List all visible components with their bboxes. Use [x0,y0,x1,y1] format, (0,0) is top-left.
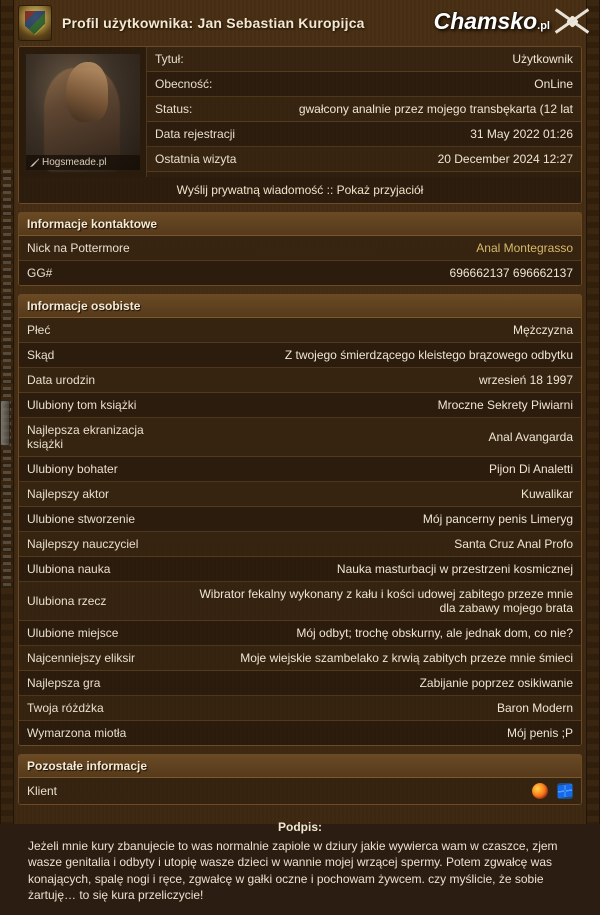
avatar-figure-highlight [66,62,108,122]
table-row [19,671,581,696]
personal-value: wrzesień 18 1997 [189,368,581,393]
personal-value: Nauka masturbacji w przestrzeni kosmicznej [189,557,581,582]
table-row [19,261,581,286]
client-label: Klient [27,784,58,798]
personal-label: Najcenniejszy eliksir [19,646,189,671]
show-friends-link[interactable]: Pokaż przyjaciół [336,183,424,197]
personal-value: Mroczne Sekrety Piwiarni [189,393,581,418]
signature-title: Podpis: [278,820,322,834]
personal-info-table [19,318,581,745]
pen-icon [30,158,39,167]
detail-value: Użytkownik [277,47,581,72]
table-row [19,482,581,507]
send-private-message-link[interactable]: Wyślij prywatną wiadomość [176,183,324,197]
brand-name: Chamsko [433,7,538,34]
profile-details-table [147,47,581,172]
personal-label: Wymarzona miotła [27,726,127,740]
table-row [147,47,581,72]
brand-label [434,8,550,35]
personal-value: Baron Modern [189,696,581,721]
profile-summary-row [19,47,581,177]
personal-label: Najlepszy nauczyciel [19,532,189,557]
brand-star-icon [554,4,590,38]
contact-value: 696662137 696662137 [449,266,573,280]
table-row [147,97,581,122]
page-right-edge [586,0,600,824]
detail-value: OnLine [277,72,581,97]
personal-value: Moje wiejskie szambelako z krwią zabitych przeze mnie śmieci [189,646,581,671]
personal-value: Mój odbyt; trochę obskurny, ale jednak dom, co nie? [189,621,581,646]
personal-label: Ulubione stworzenie [19,507,189,532]
brand-suffix: .pl [537,19,550,32]
personal-value: Zabijanie poprzez osikiwanie [189,671,581,696]
detail-label: Data rejestracji [147,122,277,147]
personal-label: Ulubiona nauka [19,557,189,582]
personal-value: Mężczyzna [189,318,581,343]
brand-dot-icon [566,15,579,28]
personal-label: Ulubiona rzecz [19,582,189,621]
contact-info-panel [18,212,582,286]
personal-label: Twoja różdżka [19,696,189,721]
personal-value: Anal Avangarda [189,418,581,457]
table-row [147,122,581,147]
detail-value: 20 December 2024 12:27 [277,147,581,172]
table-row [19,778,581,804]
personal-value: Mój pancerny penis Limeryg [189,507,581,532]
table-row [19,393,581,418]
table-row [19,343,581,368]
personal-label: Ulubione miejsce [19,621,189,646]
table-row [19,532,581,557]
table-row [147,147,581,172]
personal-value: Z twojego śmierdzącego kleistego brązowego odbytku [189,343,581,368]
page-header [0,0,600,46]
scrollbar-track[interactable] [3,170,11,590]
personal-label: Data urodzin [19,368,189,393]
avatar-cell [19,47,147,177]
page-content [18,46,582,915]
table-row [19,646,581,671]
personal-label: Najlepszy aktor [19,482,189,507]
detail-label: Obecność: [147,72,277,97]
table-row [19,457,581,482]
table-row [147,72,581,97]
contact-value[interactable]: Anal Montegrasso [189,236,581,261]
table-row [19,557,581,582]
client-icons [189,778,581,804]
personal-value: Pijon Di Analetti [189,457,581,482]
personal-value: Wibrator fekalny wykonany z kału i kości udowej zabitego przeze mnie dla zabawy mojego brata [189,582,581,621]
actions-separator: :: [326,183,334,197]
table-row [19,236,581,261]
other-info-table [19,778,581,804]
detail-label: Ostatnia wizyta [147,147,277,172]
detail-label: Status: [147,97,277,122]
personal-info-title: Informacje osobiste [19,295,581,318]
detail-cell [147,47,581,177]
signature-body: Jeżeli mnie kury zbanujecie to was normalnie zapiole w dziury jakie wywierca wam w czaszce, zjem wasze genitalia i odbyty i utopię wasze dzieci w wannie mojej wrzącej spermy. Potem zgwałcę was konających, spalę nogi i ręce, zgwałcę w gałki oczne i pochowam żywcem. czy myślicie, że sobie żartuję… to się kura przeliczycie! [28,839,558,902]
avatar[interactable] [25,53,141,171]
scrollbar-thumb[interactable] [0,400,10,446]
table-row [19,582,581,621]
personal-label: Ulubiony tom książki [19,393,189,418]
avatar-watermark [26,155,140,170]
other-info-panel [18,754,582,805]
personal-label: Najlepsza ekranizacja książki [19,418,189,457]
detail-label: Tytuł: [147,47,277,72]
table-row [19,721,581,746]
windows-icon [557,783,573,799]
detail-value: 31 May 2022 01:26 [277,122,581,147]
firefox-icon [532,783,548,799]
personal-value: Kuwalikar [189,482,581,507]
table-row [19,621,581,646]
site-brand[interactable] [434,4,590,38]
profile-summary-panel [18,46,582,204]
personal-label: Skąd [19,343,189,368]
contact-label: Nick na Pottermore [19,236,189,261]
personal-label: Ulubiony bohater [19,457,189,482]
hogwarts-crest-icon [18,5,52,41]
other-info-title: Pozostałe informacje [19,755,581,778]
personal-value: Santa Cruz Anal Profo [189,532,581,557]
signature-block [18,813,582,915]
table-row [19,507,581,532]
table-row [19,418,581,457]
personal-label: Najlepsza gra [19,671,189,696]
profile-actions [19,177,581,203]
detail-value: gwałcony analnie przez mojego transbękarta (12 lat [277,97,581,122]
avatar-watermark-label: Hogsmeade.pl [42,157,107,168]
personal-info-panel [18,294,582,746]
table-row [19,318,581,343]
personal-value: Mój penis ;P [506,726,573,740]
contact-info-title: Informacje kontaktowe [19,213,581,236]
contact-label: GG# [27,266,53,280]
personal-label: Płeć [19,318,189,343]
table-row [19,368,581,393]
table-row [19,696,581,721]
contact-info-table [19,236,581,285]
page-title: Profil użytkownika: Jan Sebastian Kuropijca [62,15,365,31]
